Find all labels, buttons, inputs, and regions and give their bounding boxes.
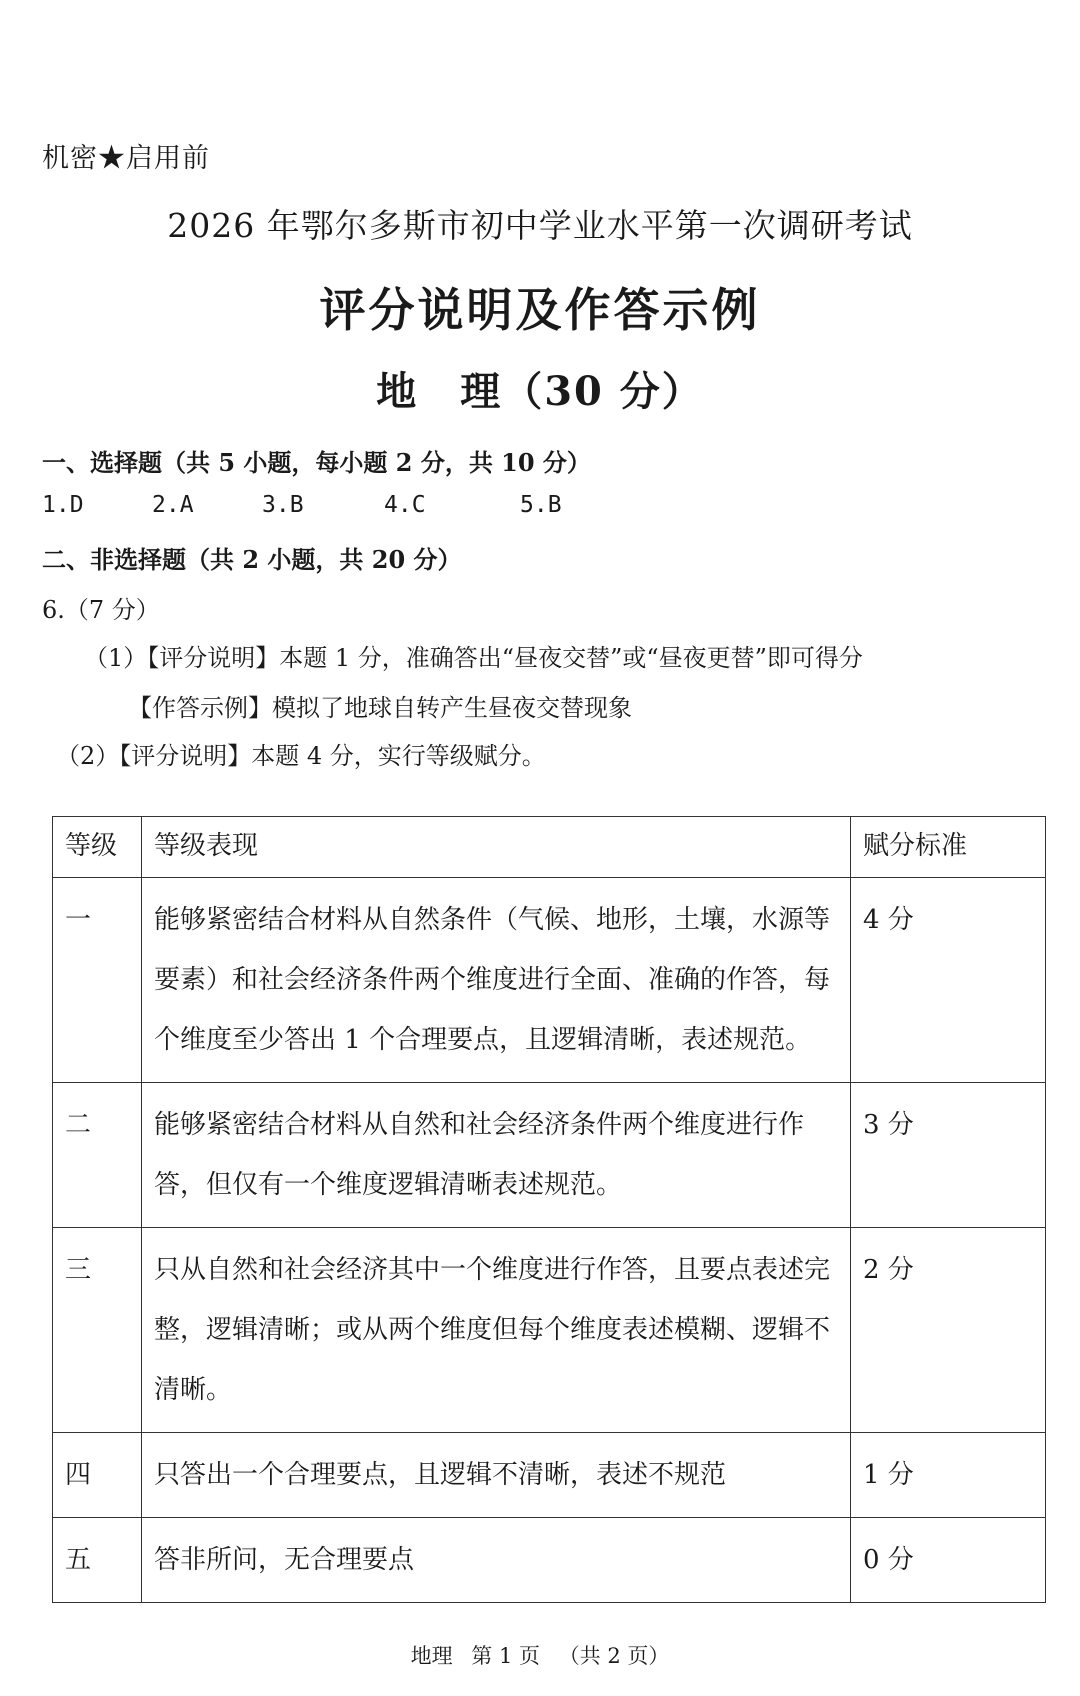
- level-cell: 四: [53, 1433, 142, 1518]
- answer-4: 4.C: [384, 492, 426, 518]
- exam-title: 2026 年鄂尔多斯市初中学业水平第一次调研考试: [167, 206, 913, 245]
- table-row: [53, 1518, 1046, 1603]
- header-score: 赋分标准: [851, 817, 1046, 878]
- table-row: [53, 1228, 1046, 1433]
- score-cell: 4 分: [851, 878, 1046, 1083]
- question-6-label: 6.（7 分）: [42, 596, 160, 624]
- part-2-scoring-note: （2）【评分说明】本题 4 分，实行等级赋分。: [56, 742, 546, 770]
- answer-5: 5.B: [520, 492, 562, 518]
- answer-2: 2.A: [152, 492, 194, 518]
- table-row: [53, 1433, 1046, 1518]
- level-cell: 二: [53, 1083, 142, 1228]
- header-level: 等级: [53, 817, 142, 878]
- page-footer: [0, 1640, 1080, 1670]
- score-cell: 3 分: [851, 1083, 1046, 1228]
- section-2-heading: 二、非选择题（共 2 小题，共 20 分）: [42, 545, 462, 574]
- document-title: 评分说明及作答示例: [319, 283, 761, 337]
- subject-title: 地 理（30 分）: [376, 368, 704, 415]
- score-cell: 0 分: [851, 1518, 1046, 1603]
- answer-3: 3.B: [262, 492, 304, 518]
- part-1-scoring-note: （1）【评分说明】本题 1 分，准确答出“昼夜交替”或“昼夜更替”即可得分: [84, 644, 863, 672]
- description-cell: 只答出一个合理要点，且逻辑不清晰，表述不规范: [142, 1433, 851, 1518]
- table-row: [53, 878, 1046, 1083]
- part-1-answer-example: 【作答示例】模拟了地球自转产生昼夜交替现象: [128, 694, 632, 722]
- confidential-mark: 机密★启用前: [42, 143, 210, 174]
- description-cell: 答非所问，无合理要点: [142, 1518, 851, 1603]
- description-cell: 能够紧密结合材料从自然条件（气候、地形，土壤，水源等要素）和社会经济条件两个维度进行全面、准确的作答，每个维度至少答出 1 个合理要点，且逻辑清晰，表述规范。: [142, 878, 851, 1083]
- score-cell: 2 分: [851, 1228, 1046, 1433]
- footer-subject: 地理: [410, 1644, 453, 1668]
- answer-1: 1.D: [42, 492, 84, 518]
- score-cell: 1 分: [851, 1433, 1046, 1518]
- level-cell: 五: [53, 1518, 142, 1603]
- level-cell: 一: [53, 878, 142, 1083]
- level-cell: 三: [53, 1228, 142, 1433]
- section-1-heading: 一、选择题（共 5 小题，每小题 2 分，共 10 分）: [42, 448, 591, 477]
- table-row: [53, 1083, 1046, 1228]
- grading-table: [52, 816, 1046, 1603]
- footer-page-number: 第 1 页: [471, 1644, 540, 1668]
- table-header-row: [53, 817, 1046, 878]
- description-cell: 能够紧密结合材料从自然和社会经济条件两个维度进行作答，但仅有一个维度逻辑清晰表述规范。: [142, 1083, 851, 1228]
- header-performance: 等级表现: [142, 817, 851, 878]
- footer-total-pages: （共 2 页）: [558, 1644, 670, 1668]
- description-cell: 只从自然和社会经济其中一个维度进行作答，且要点表述完整，逻辑清晰；或从两个维度但每个维度表述模糊、逻辑不清晰。: [142, 1228, 851, 1433]
